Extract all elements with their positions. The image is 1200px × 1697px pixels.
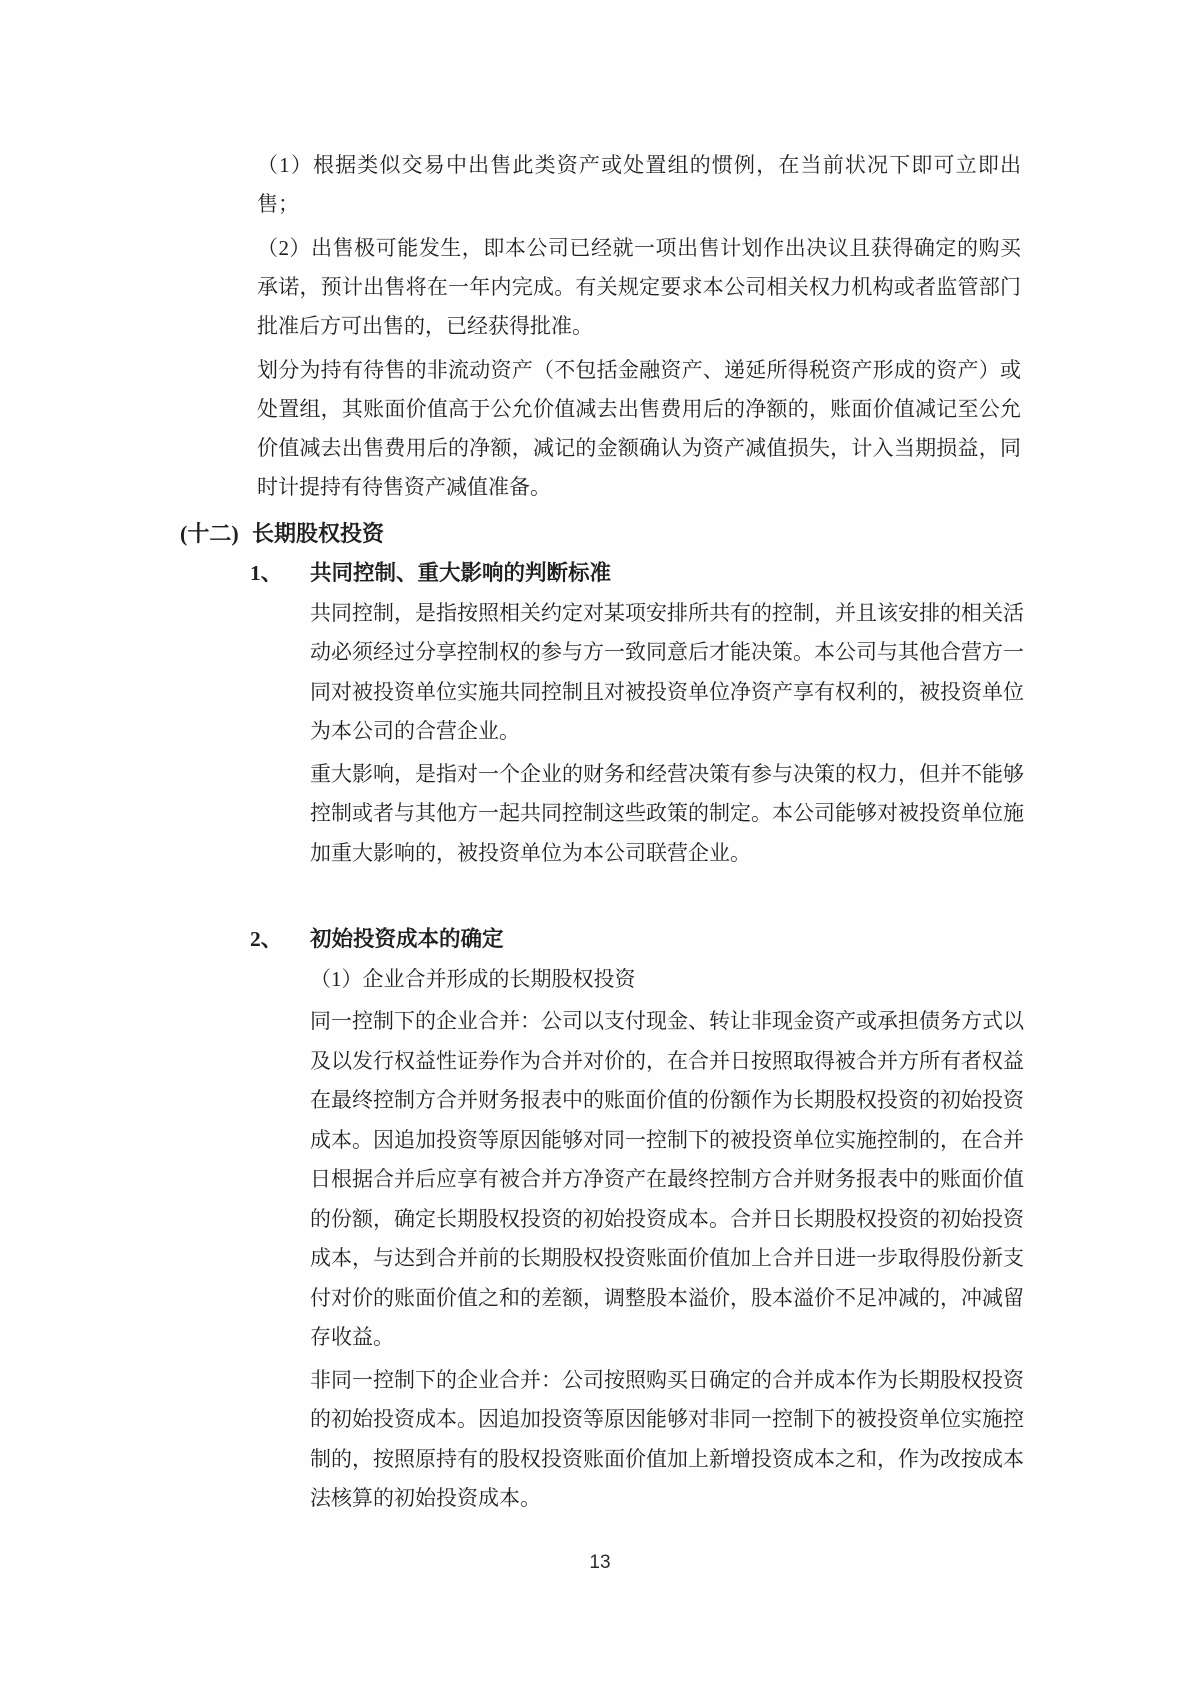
section-label: (十二) <box>180 521 239 546</box>
intro-paragraph-1: （1）根据类似交易中出售此类资产或处置组的惯例，在当前状况下即可立即出售； <box>257 153 1021 216</box>
intro-block <box>257 146 1021 512</box>
body-paragraph: 同一控制下的企业合并：公司以支付现金、转让非现金资产或承担债务方式以及以发行权益性证券作为合并对价的，在合并日按照取得被合并方所有者权益在最终控制方合并财务报表中的账面价值的份额作为长期股权投资的初始投资成本。因追加投资等原因能够对同一控制下的被投资单位实施控制的，在合并日根据合并后应享有被合并方净资产在最终控制方合并财务报表中的账面价值的份额，确定长期股权投资的初始投资成本。合并日长期股权投资的初始投资成本，与达到合并前的长期股权投资账面价值加上合并日进一步取得股份新支付对价的账面价值之和的差额，调整股本溢价，股本溢价不足冲减的，冲减留存收益。 <box>310 1009 1024 1349</box>
intro-paragraph-2: （2）出售极可能发生，即本公司已经就一项出售计划作出决议且获得确定的购买承诺，预计出售将在一年内完成。有关规定要求本公司相关权力机构或者监管部门批准后方可出售的，已经获得批准。 <box>257 236 1021 338</box>
intro-paragraph-3: 划分为持有待售的非流动资产（不包括金融资产、递延所得税资产形成的资产）或处置组，其账面价值高于公允价值减去出售费用后的净额的，账面价值减记至公允价值减去出售费用后的净额，减记的金额确认为资产减值损失，计入当期损益，同时计提持有待售资产减值准备。 <box>257 358 1021 499</box>
section-heading <box>180 514 384 554</box>
subsection-initial-investment-cost <box>250 920 1026 1522</box>
subsection-number: 1、 <box>250 561 283 585</box>
subsection-title: 初始投资成本的确定 <box>310 927 504 951</box>
body-paragraph: （1）企业合并形成的长期股权投资 <box>310 966 636 991</box>
subsection-body <box>310 960 1024 1519</box>
subsection-body <box>310 594 1024 874</box>
page-number: 13 <box>589 1552 611 1573</box>
subsection-heading <box>250 554 1026 594</box>
body-paragraph: 重大影响，是指对一个企业的财务和经营决策有参与决策的权力，但并不能够控制或者与其他方一起共同控制这些政策的制定。本公司能够对被投资单位施加重大影响的，被投资单位为本公司联营企业。 <box>310 761 1024 865</box>
subsection-number: 2、 <box>250 927 283 951</box>
subsection-heading <box>250 920 1026 960</box>
subsection-joint-control <box>250 554 1026 876</box>
body-paragraph: 共同控制，是指按照相关约定对某项安排所共有的控制，并且该安排的相关活动必须经过分享控制权的参与方一致同意后才能决策。本公司与其他合营方一同对被投资单位实施共同控制且对被投资单位净资产享有权利的，被投资单位为本公司的合营企业。 <box>310 600 1024 743</box>
section-title: 长期股权投资 <box>252 521 385 546</box>
subsection-title: 共同控制、重大影响的判断标准 <box>310 561 612 585</box>
body-paragraph: 非同一控制下的企业合并：公司按照购买日确定的合并成本作为长期股权投资的初始投资成本。因追加投资等原因能够对非同一控制下的被投资单位实施控制的，按照原持有的股权投资账面价值加上新增投资成本之和，作为改按成本法核算的初始投资成本。 <box>310 1367 1024 1510</box>
